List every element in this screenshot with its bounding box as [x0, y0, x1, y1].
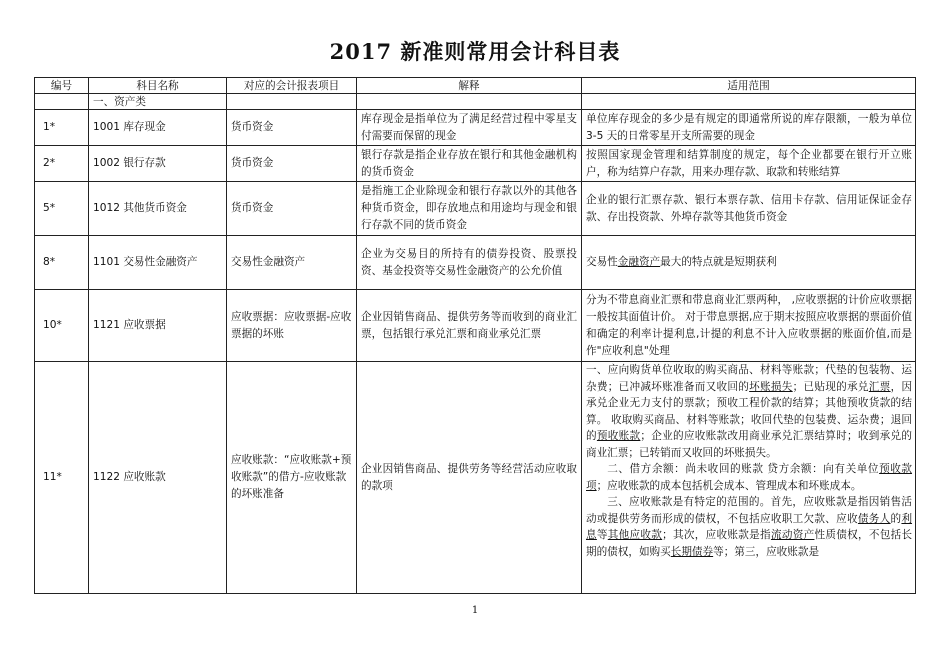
section-label: 一、资产类 [89, 94, 227, 110]
header-name: 科目名称 [89, 78, 227, 94]
table-row [35, 362, 916, 594]
document-title: 2017 新准则常用会计科目表 [329, 39, 621, 64]
page-number: 1 [471, 605, 479, 616]
row-scope: 按照国家现金管理和结算制度的规定，每个企业都要在银行开立账户，称为结算户存款，用来办理存款、取款和转账结算 [582, 146, 916, 182]
row-report: 货币资金 [227, 110, 357, 146]
section-row [35, 94, 916, 110]
header-explain: 解释 [357, 78, 582, 94]
row-id: 8* [35, 236, 89, 290]
advance-payment-link[interactable]: 预收款项 [586, 463, 913, 492]
debtor-link[interactable]: 债务人 [857, 512, 891, 525]
row-id: 1* [35, 110, 89, 146]
other-receivables-link[interactable]: 其他应收款 [607, 529, 663, 541]
row-report: 交易性金融资产 [227, 236, 357, 290]
row-id: 10* [35, 290, 89, 362]
header-report: 对应的会计报表项目 [227, 78, 357, 94]
row-report: 应收账款：“应收账款+预收账款”的借方-应收账款的坏账准备 [227, 362, 357, 594]
table-row [35, 110, 916, 146]
table-row [35, 182, 916, 236]
row-scope: 企业的银行汇票存款、银行本票存款、信用卡存款、信用证保证金存款、存出投资款、外埠存款等其他货币资金 [582, 182, 916, 236]
row-scope: 一、应向购货单位收取的购买商品、材料等账款；代垫的包装物、运杂费；已冲减坏账准备而又收回的坏账损失；已贴现的承兑汇票，因承兑企业无力支付的票款；预收工程价款的结算；其他预收货款的结算。 收取购买商品、材料等账款；收回代垫的包装费、运杂费；退回的预收账款；企业的应收账款改用商业承兑汇票结算时；收到承兑的商业汇票；已转销而又收回的坏账损失。 二、借方余额：尚未收回的账款 贷方余额：向有关单位预收款项；应收账款的成本包括机会成本、管理成本和坏账成本。 三、应收账款是有特定的范围的。首先，应收账款是指因销售活动或提供劳务而形成的债权，不包括应收职工欠款、应收债务人的利息等其他应收款；其次，应收账款是指流动资产性质债权，不包括长期的债权，如购买长期债券等；第三，应收账款是 [582, 362, 916, 594]
bill-link[interactable]: 汇票 [868, 380, 891, 393]
row-id: 11* [35, 362, 89, 594]
row-name: 1121 应收票据 [89, 290, 227, 362]
table-row [35, 290, 916, 362]
row-id: 5* [35, 182, 89, 236]
row-report: 货币资金 [227, 182, 357, 236]
long-term-bond-link[interactable]: 长期债券 [670, 545, 714, 558]
row-explain: 银行存款是指企业存放在银行和其他金融机构的货币资金 [357, 146, 582, 182]
row-scope: 分为不带息商业汇票和带息商业汇票两种， ,应收票据的计价应收票据一般按其面值计价。 对于带息票据,应于期末按照应收票据的票面价值和确定的利率计提利息,计提的利息不计入应收票据的账面价值,而是作"应收利息"处理 [582, 290, 916, 362]
header-row [35, 78, 916, 94]
row-explain: 企业因销售商品、提供劳务等而收到的商业汇票，包括银行承兑汇票和商业承兑汇票 [357, 290, 582, 362]
row-name: 1012 其他货币资金 [89, 182, 227, 236]
row-name: 1002 银行存款 [89, 146, 227, 182]
interest-link[interactable]: 利息 [586, 512, 913, 541]
row-explain: 库存现金是指单位为了满足经营过程中零星支付需要而保留的现金 [357, 110, 582, 146]
row-scope: 单位库存现金的多少是有规定的即通常所说的库存限额，一般为单位 3-5 天的日常零星开支所需要的现金 [582, 110, 916, 146]
table-row [35, 146, 916, 182]
row-name: 1001 库存现金 [89, 110, 227, 146]
header-scope: 适用范围 [582, 78, 916, 94]
advance-receipt-link[interactable]: 预收账款 [596, 430, 641, 442]
scope-paragraph-2: 二、借方余额：尚未收回的账款 贷方余额：向有关单位预收款项；应收账款的成本包括机会成本、管理成本和坏账成本。 [586, 463, 913, 492]
row-report: 货币资金 [227, 146, 357, 182]
financial-asset-link[interactable]: 金融资产 [617, 256, 661, 268]
bad-debt-loss-link[interactable]: 坏账损失 [749, 380, 793, 393]
scope-paragraph-3: 三、应收账款是有特定的范围的。首先，应收账款是指因销售活动或提供劳务而形成的债权，不包括应收职工欠款、应收债务人的利息等其他应收款；其次，应收账款是指流动资产性质债权，不包括长期的债权，如购买长期债券等；第三，应收账款是 [586, 496, 913, 558]
row-report: 应收票据：应收票据-应收票据的坏账 [227, 290, 357, 362]
row-name: 1122 应收账款 [89, 362, 227, 594]
row-explain: 是指施工企业除现金和银行存款以外的其他各种货币资金，即存放地点和用途均与现金和银行存款不同的货币资金 [357, 182, 582, 236]
row-explain: 企业因销售商品、提供劳务等经营活动应收取的款项 [357, 362, 582, 594]
table-row [35, 236, 916, 290]
row-id: 2* [35, 146, 89, 182]
account-table [34, 77, 916, 594]
header-id: 编号 [35, 78, 89, 94]
row-scope: 交易性金融资产最大的特点就是短期获利 [582, 236, 916, 290]
current-assets-link[interactable]: 流动资产 [770, 529, 815, 541]
row-name: 1101 交易性金融资产 [89, 236, 227, 290]
row-explain: 企业为交易目的所持有的债券投资、股票投资、基金投资等交易性金融资产的公允价值 [357, 236, 582, 290]
